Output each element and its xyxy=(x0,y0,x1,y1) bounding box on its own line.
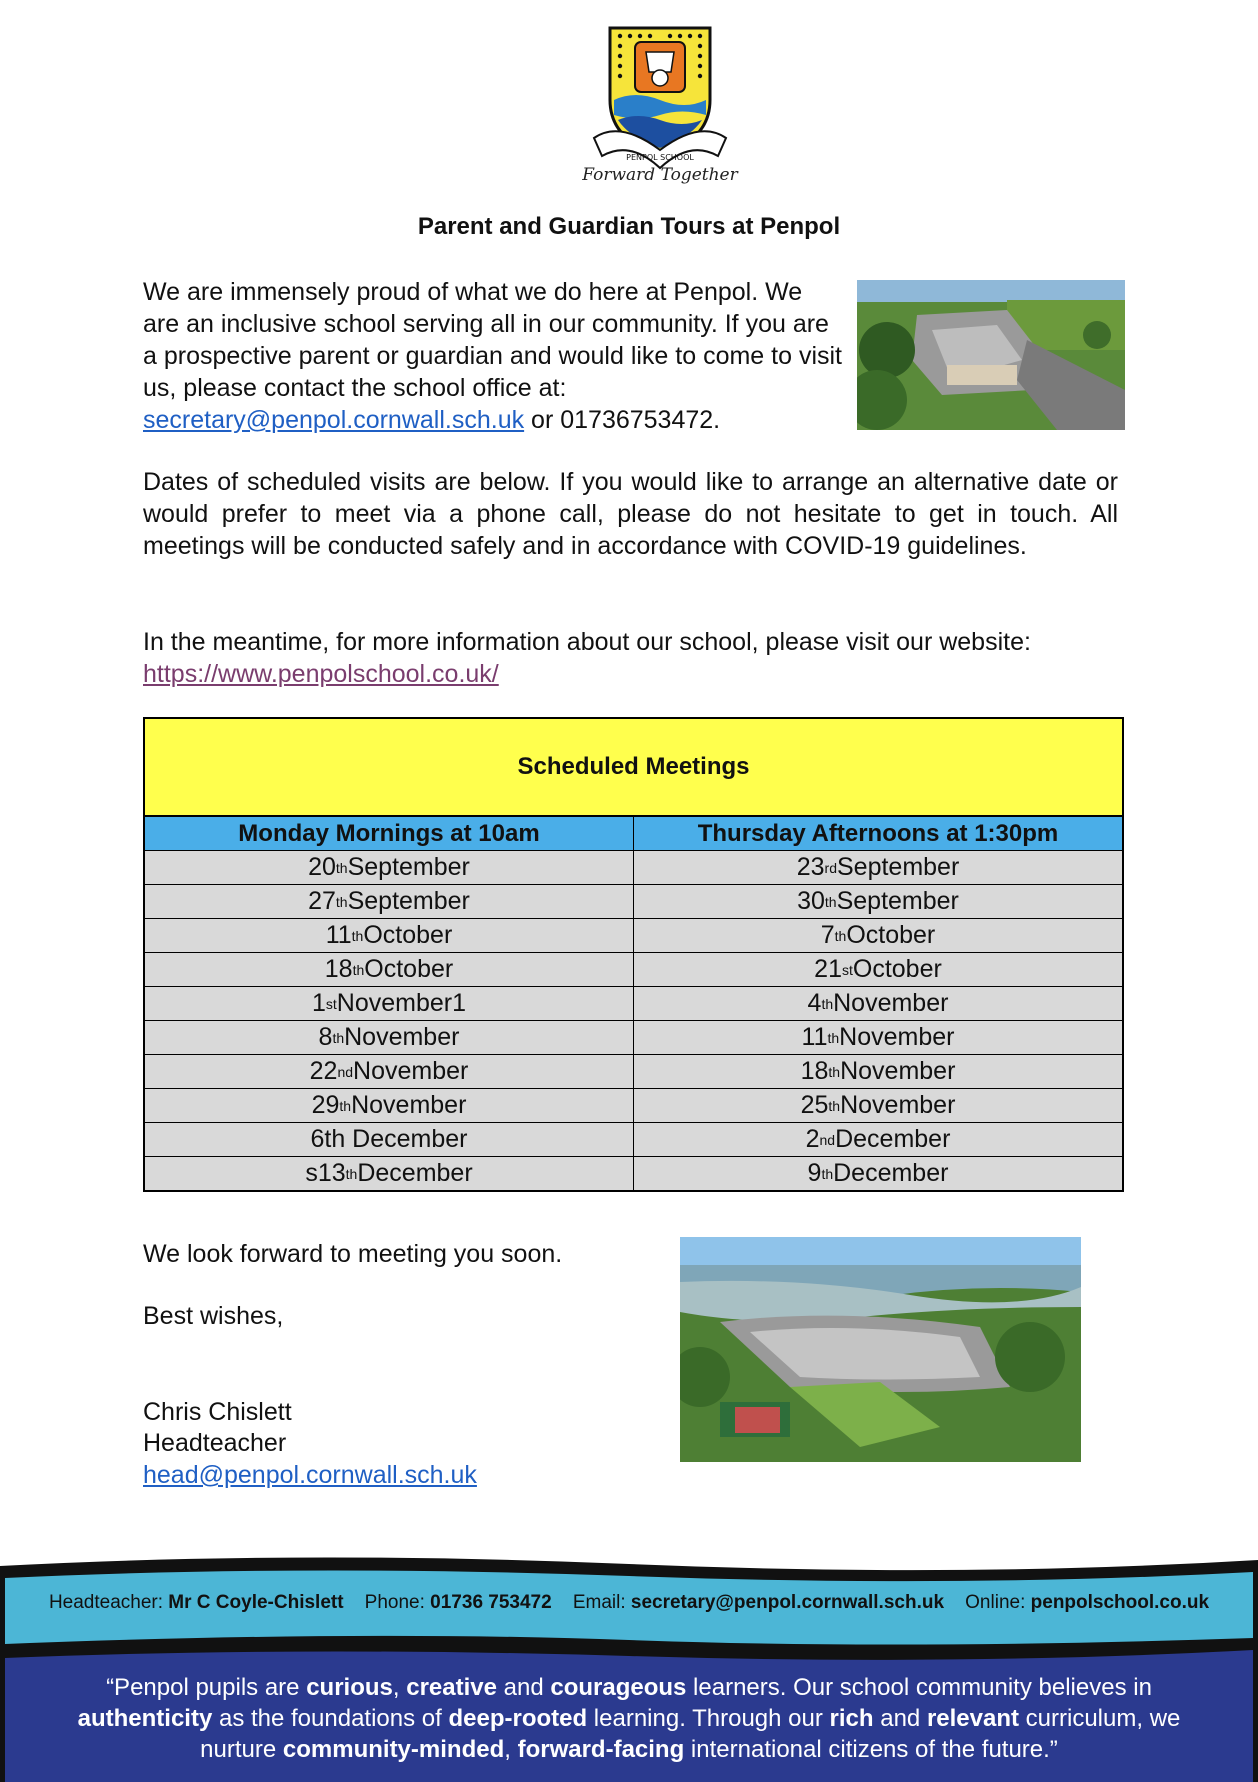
signer-email-wrapper xyxy=(143,1459,477,1491)
quote-emphasis: deep-rooted xyxy=(448,1705,588,1732)
thursday-date-cell: 2 nd December xyxy=(805,1125,951,1153)
date-number: s13 xyxy=(305,1159,346,1187)
scheduled-visits-paragraph: Dates of scheduled visits are below. If you would like to arrange an alternative date or would prefer to meet via a phone call, please do not hesitate to get in touch. All meetings will be conducted safely and in accordance with COVID-19 guidelines. xyxy=(143,468,1118,560)
thursday-date-cell: 30 th September xyxy=(797,887,959,915)
table-row xyxy=(145,919,1122,953)
website-link[interactable]: https://www.penpolschool.co.uk/ xyxy=(143,660,499,688)
date-month: November xyxy=(840,1057,956,1085)
column-header-thursday: Thursday Afternoons at 1:30pm xyxy=(697,819,1059,847)
date-month: December xyxy=(835,1125,951,1153)
secretary-email-link[interactable]: secretary@penpol.cornwall.sch.uk xyxy=(143,406,525,434)
date-number: 20 xyxy=(308,853,336,881)
date-number: 11 xyxy=(325,921,352,949)
footer-email-value: secretary@penpol.cornwall.sch.uk xyxy=(630,1592,945,1613)
date-month: November xyxy=(353,1057,469,1085)
website-paragraph xyxy=(143,626,1118,690)
date-month: November xyxy=(351,1091,467,1119)
date-number: 8 xyxy=(318,1023,333,1051)
table-row xyxy=(145,953,1122,987)
quote-text: , xyxy=(504,1736,518,1763)
date-number: 18 xyxy=(800,1057,829,1085)
footer-online-label: Online: xyxy=(965,1592,1031,1613)
footer-online-value: penpolschool.co.uk xyxy=(1030,1592,1210,1613)
logo-scroll-text: PENPOL SCHOOL xyxy=(626,153,694,162)
date-number: 18 xyxy=(324,955,353,983)
table-row xyxy=(145,851,1122,885)
table-header-row xyxy=(145,817,1122,851)
date-month: December xyxy=(833,1159,949,1187)
thursday-date-cell: 4 th November xyxy=(807,989,949,1017)
date-month: October xyxy=(852,955,942,983)
date-month: September xyxy=(836,887,959,915)
date-number: 27 xyxy=(308,887,336,915)
intro-phone-text: or 01736753472. xyxy=(524,406,721,434)
quote-text: , xyxy=(392,1674,407,1701)
date-number: 22 xyxy=(309,1057,338,1085)
date-month: November xyxy=(840,1091,956,1119)
date-number: 25 xyxy=(800,1091,829,1119)
date-number: 7 xyxy=(820,921,835,949)
footer-contact-line xyxy=(0,1592,1258,1614)
date-number: 1 xyxy=(311,989,326,1017)
date-month: September xyxy=(347,853,470,881)
date-number: 2 xyxy=(805,1125,820,1153)
table-row xyxy=(145,1157,1122,1190)
monday-date-cell: 1 st November1 xyxy=(145,987,634,1020)
thursday-date-cell: 25 th November xyxy=(800,1091,956,1119)
date-month: September xyxy=(347,887,470,915)
date-number: 9 xyxy=(807,1159,822,1187)
date-number: 6th December xyxy=(310,1125,468,1153)
quote-text: as the foundations of xyxy=(212,1705,449,1732)
table-title: Scheduled Meetings xyxy=(145,719,1122,817)
date-month: November1 xyxy=(336,989,467,1017)
quote-emphasis: courageous xyxy=(550,1674,687,1701)
date-month: September xyxy=(836,853,960,881)
thursday-date-cell: 11 th November xyxy=(801,1023,955,1051)
quote-emphasis: creative xyxy=(406,1674,497,1701)
date-month: December xyxy=(357,1159,473,1187)
monday-date-cell: 18 th October xyxy=(145,953,634,986)
monday-date-cell: 22 nd November xyxy=(145,1055,634,1088)
date-number: 29 xyxy=(311,1091,340,1119)
logo-motto: Forward Together xyxy=(582,165,738,185)
table-row xyxy=(145,987,1122,1021)
quote-text: learning. Through our xyxy=(587,1705,830,1732)
date-number: 23 xyxy=(796,853,825,881)
date-number: 4 xyxy=(807,989,822,1017)
thursday-date-cell: 7 th October xyxy=(820,921,936,949)
quote-emphasis: community-minded xyxy=(282,1736,505,1763)
quote-text: curriculum, we nurture xyxy=(200,1705,1181,1763)
quote-text: “Penpol pupils are xyxy=(106,1674,307,1701)
quote-text: learners. Our school community believes in xyxy=(686,1674,1152,1701)
school-aerial-photo xyxy=(857,280,1125,430)
quote-emphasis: curious xyxy=(306,1674,393,1701)
table-row xyxy=(145,1089,1122,1123)
date-number: 21 xyxy=(814,955,842,983)
page-title: Parent and Guardian Tours at Penpol xyxy=(417,213,841,240)
date-month: November xyxy=(833,989,949,1017)
footer-phone-value: 01736 753472 xyxy=(430,1592,552,1613)
column-header-monday: Monday Mornings at 10am xyxy=(145,817,634,850)
footer-head-label: Headteacher: xyxy=(48,1592,169,1613)
quote-emphasis: rich xyxy=(829,1705,874,1732)
head-email-link[interactable]: head@penpol.cornwall.sch.uk xyxy=(143,1461,477,1489)
footer-email-label: Email: xyxy=(572,1592,631,1613)
footer-quote xyxy=(60,1672,1198,1765)
thursday-date-cell: 23 rd September xyxy=(796,853,960,881)
table-row xyxy=(145,1123,1122,1157)
date-month: October xyxy=(364,955,454,983)
signer-role: Headteacher xyxy=(143,1429,287,1457)
monday-date-cell: 20 th September xyxy=(145,851,634,884)
table-row xyxy=(145,1055,1122,1089)
table-row xyxy=(145,1021,1122,1055)
quote-text: and xyxy=(496,1674,551,1701)
sign-off: Best wishes, xyxy=(143,1302,284,1330)
quote-emphasis: authenticity xyxy=(77,1705,213,1732)
footer-head-value: Mr C Coyle-Chislett xyxy=(168,1592,344,1613)
monday-date-cell xyxy=(145,1123,634,1156)
table-row xyxy=(145,885,1122,919)
intro-paragraph xyxy=(143,276,843,436)
quote-emphasis: forward-facing xyxy=(517,1736,685,1763)
date-month: October xyxy=(363,921,453,949)
quote-text: international citizens of the future.” xyxy=(684,1736,1058,1763)
thursday-date-cell: 18 th November xyxy=(800,1057,956,1085)
intro-text: We are immensely proud of what we do here at Penpol. We are an inclusive school serving all in our community. If you are a prospective parent or guardian and would like to come to visit us, please contact the school office at: xyxy=(143,278,842,402)
monday-date-cell: 29 th November xyxy=(145,1089,634,1122)
monday-date-cell: 27 th September xyxy=(145,885,634,918)
thursday-date-cell: 9 th December xyxy=(807,1159,949,1187)
footer-phone-label: Phone: xyxy=(364,1592,431,1613)
quote-text: and xyxy=(873,1705,927,1732)
signer-name: Chris Chislett xyxy=(143,1398,292,1426)
town-aerial-photo xyxy=(680,1237,1081,1462)
thursday-date-cell: 21 st October xyxy=(814,955,942,983)
date-month: November xyxy=(839,1023,955,1051)
monday-date-cell: 11 th October xyxy=(145,919,634,952)
date-month: October xyxy=(846,921,936,949)
date-month: November xyxy=(344,1023,460,1051)
scheduled-meetings-table xyxy=(143,717,1124,1192)
monday-date-cell: 8 th November xyxy=(145,1021,634,1054)
website-intro-text: In the meantime, for more information about our school, please visit our website: xyxy=(143,628,1031,656)
closing-line: We look forward to meeting you soon. xyxy=(143,1240,563,1268)
date-number: 30 xyxy=(797,887,825,915)
monday-date-cell: s13 th December xyxy=(145,1157,634,1190)
quote-emphasis: relevant xyxy=(926,1705,1019,1732)
date-number: 11 xyxy=(801,1023,828,1051)
